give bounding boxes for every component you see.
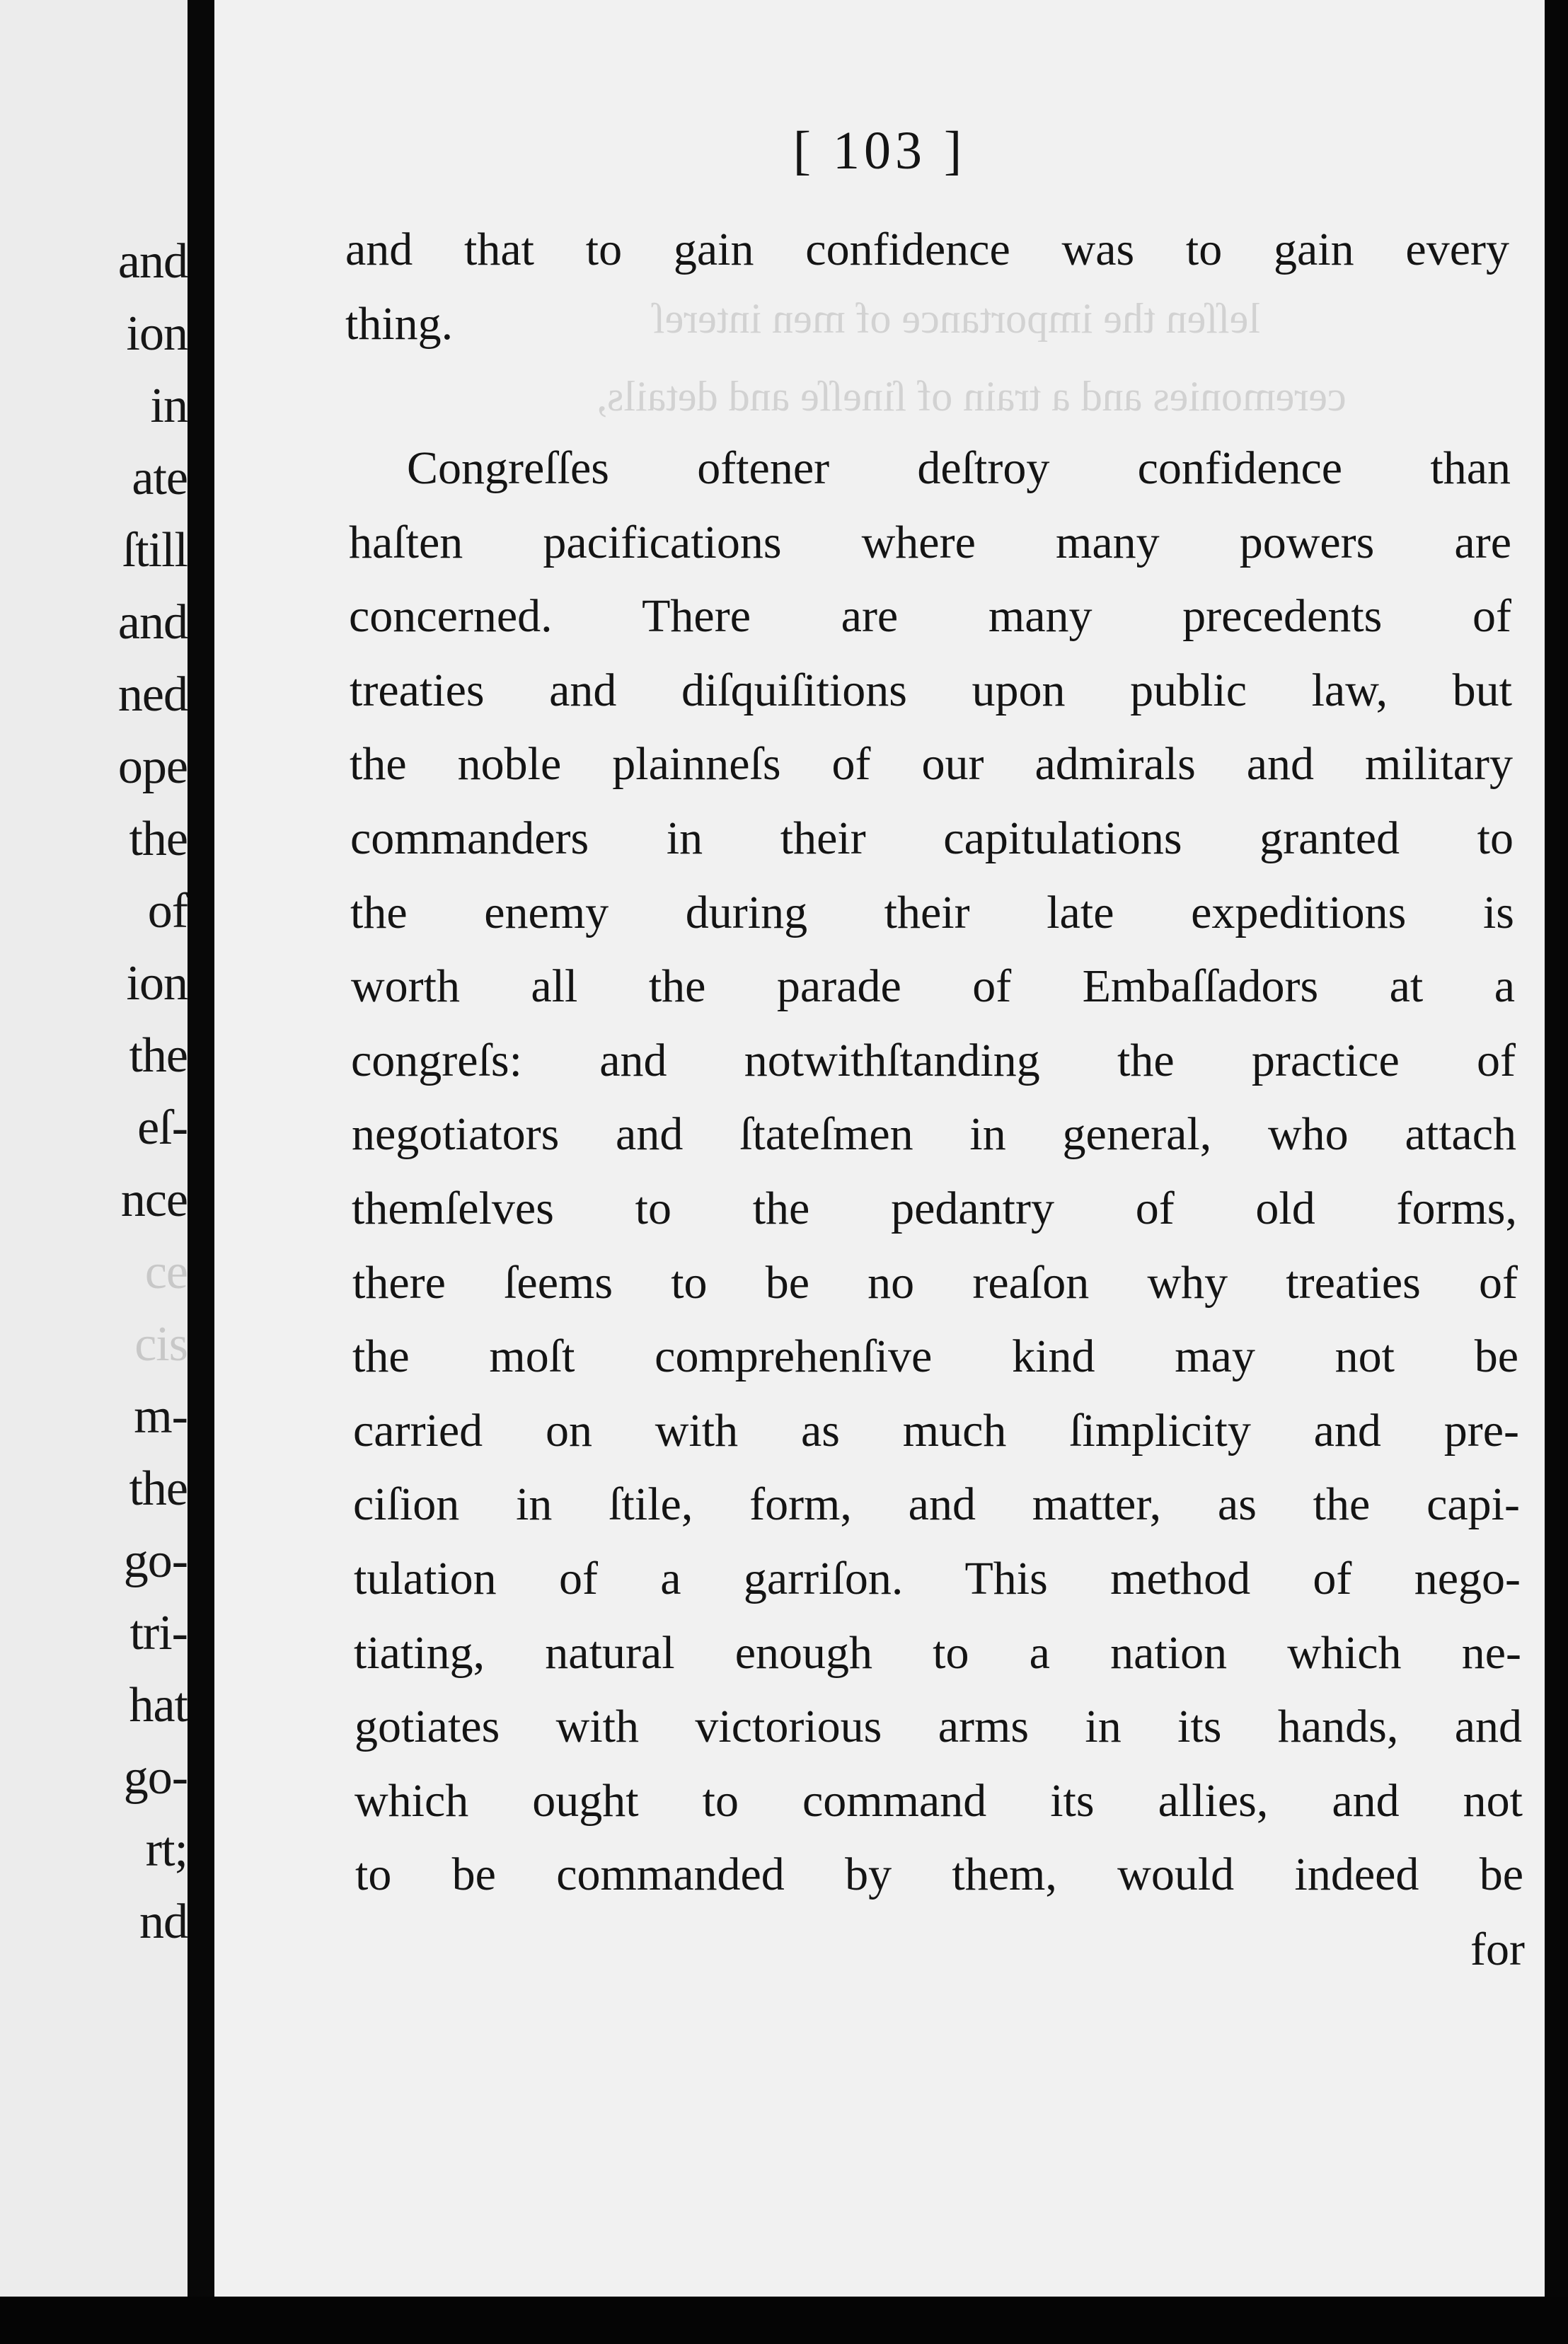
facing-page-fragment: ion [126,956,188,1011]
facing-page-fragment: and [117,234,188,289]
text-line: carried on with as much ſimplicity and pre- [353,1405,1519,1457]
facing-page-edge [0,0,188,2297]
show-through-text: leſſen the importance of men intereſ [653,295,1260,342]
text-line: tiating, natural enough to a nation which ne- [354,1627,1521,1679]
text-line: ciſion in ſtile, form, and matter, as the capi- [353,1478,1520,1530]
facing-page-fragment: go- [123,1750,188,1805]
show-through-text: ceremonies and a train of ſineſſe and details, [596,373,1347,420]
facing-page-fragment: nd [139,1895,188,1949]
facing-page-fragment: go- [123,1534,188,1588]
facing-page-fragment: ce [144,1245,188,1299]
text-line: commanders in their capitulations granted to [350,812,1514,864]
book-gutter [188,0,214,2297]
facing-page-fragment: tri- [129,1606,188,1660]
text-line: the noble plainneſs of our admirals and military [350,738,1513,790]
page-number: [ 103 ] [792,121,967,180]
facing-page-fragment: eſ- [137,1101,188,1155]
text-line: gotiates with victorious arms in its hands, and [354,1701,1522,1752]
scan-border-bottom [0,2297,1568,2344]
facing-page-fragment: rt; [145,1822,188,1877]
facing-page-fragment: ſtill [122,523,188,578]
text-line: worth all the parade of Embaſſadors at a [351,960,1515,1012]
text-line: negotiators and ſtateſmen in general, who attach [352,1108,1516,1160]
facing-page-fragment: and [117,595,188,650]
facing-page-fragment: ned [117,667,188,722]
facing-page-fragment: the [129,1461,188,1516]
book-page [214,0,1545,2297]
text-line: the moſt comprehenſive kind may not be [352,1331,1518,1382]
facing-page-fragment: the [129,812,188,866]
text-line: the enemy during their late expeditions is [350,887,1514,938]
facing-page-fragment: nce [120,1173,188,1227]
facing-page-fragment: of [147,884,188,938]
text-line: treaties and diſquiſitions upon public law, but [350,665,1512,716]
facing-page-fragment: ate [132,451,188,505]
text-line: themſelves to the pedantry of old forms, [352,1183,1517,1234]
facing-page-fragment: ope [117,740,188,794]
facing-page-fragment: hat [129,1678,188,1733]
text-line: congreſs: and notwithſtanding the practice of [351,1035,1516,1086]
catchword: for [1470,1924,1525,1975]
text-line: to be commanded by them, would indeed be [355,1849,1523,1900]
facing-page-fragment: m- [134,1389,188,1444]
text-line: Congreſſes oftener deſtroy confidence than [407,442,1511,494]
facing-page-fragment: ion [126,306,188,361]
text-line: which ought to command its allies, and not [354,1775,1523,1827]
text-line: concerned. There are many precedents of [349,590,1511,642]
facing-page-fragment: in [150,379,188,433]
text-line: there ſeems to be no reaſon why treaties of [352,1257,1518,1309]
facing-page-fragment: cis [134,1317,188,1372]
text-line: and that to gain confidence was to gain every [345,224,1509,275]
text-line: haſten pacifications where many powers are [349,517,1511,568]
text-line: tulation of a garriſon. This method of nego- [354,1553,1521,1604]
scan-border-right [1545,0,1568,2344]
facing-page-fragment: the [129,1028,188,1083]
text-line: thing. [345,298,454,350]
